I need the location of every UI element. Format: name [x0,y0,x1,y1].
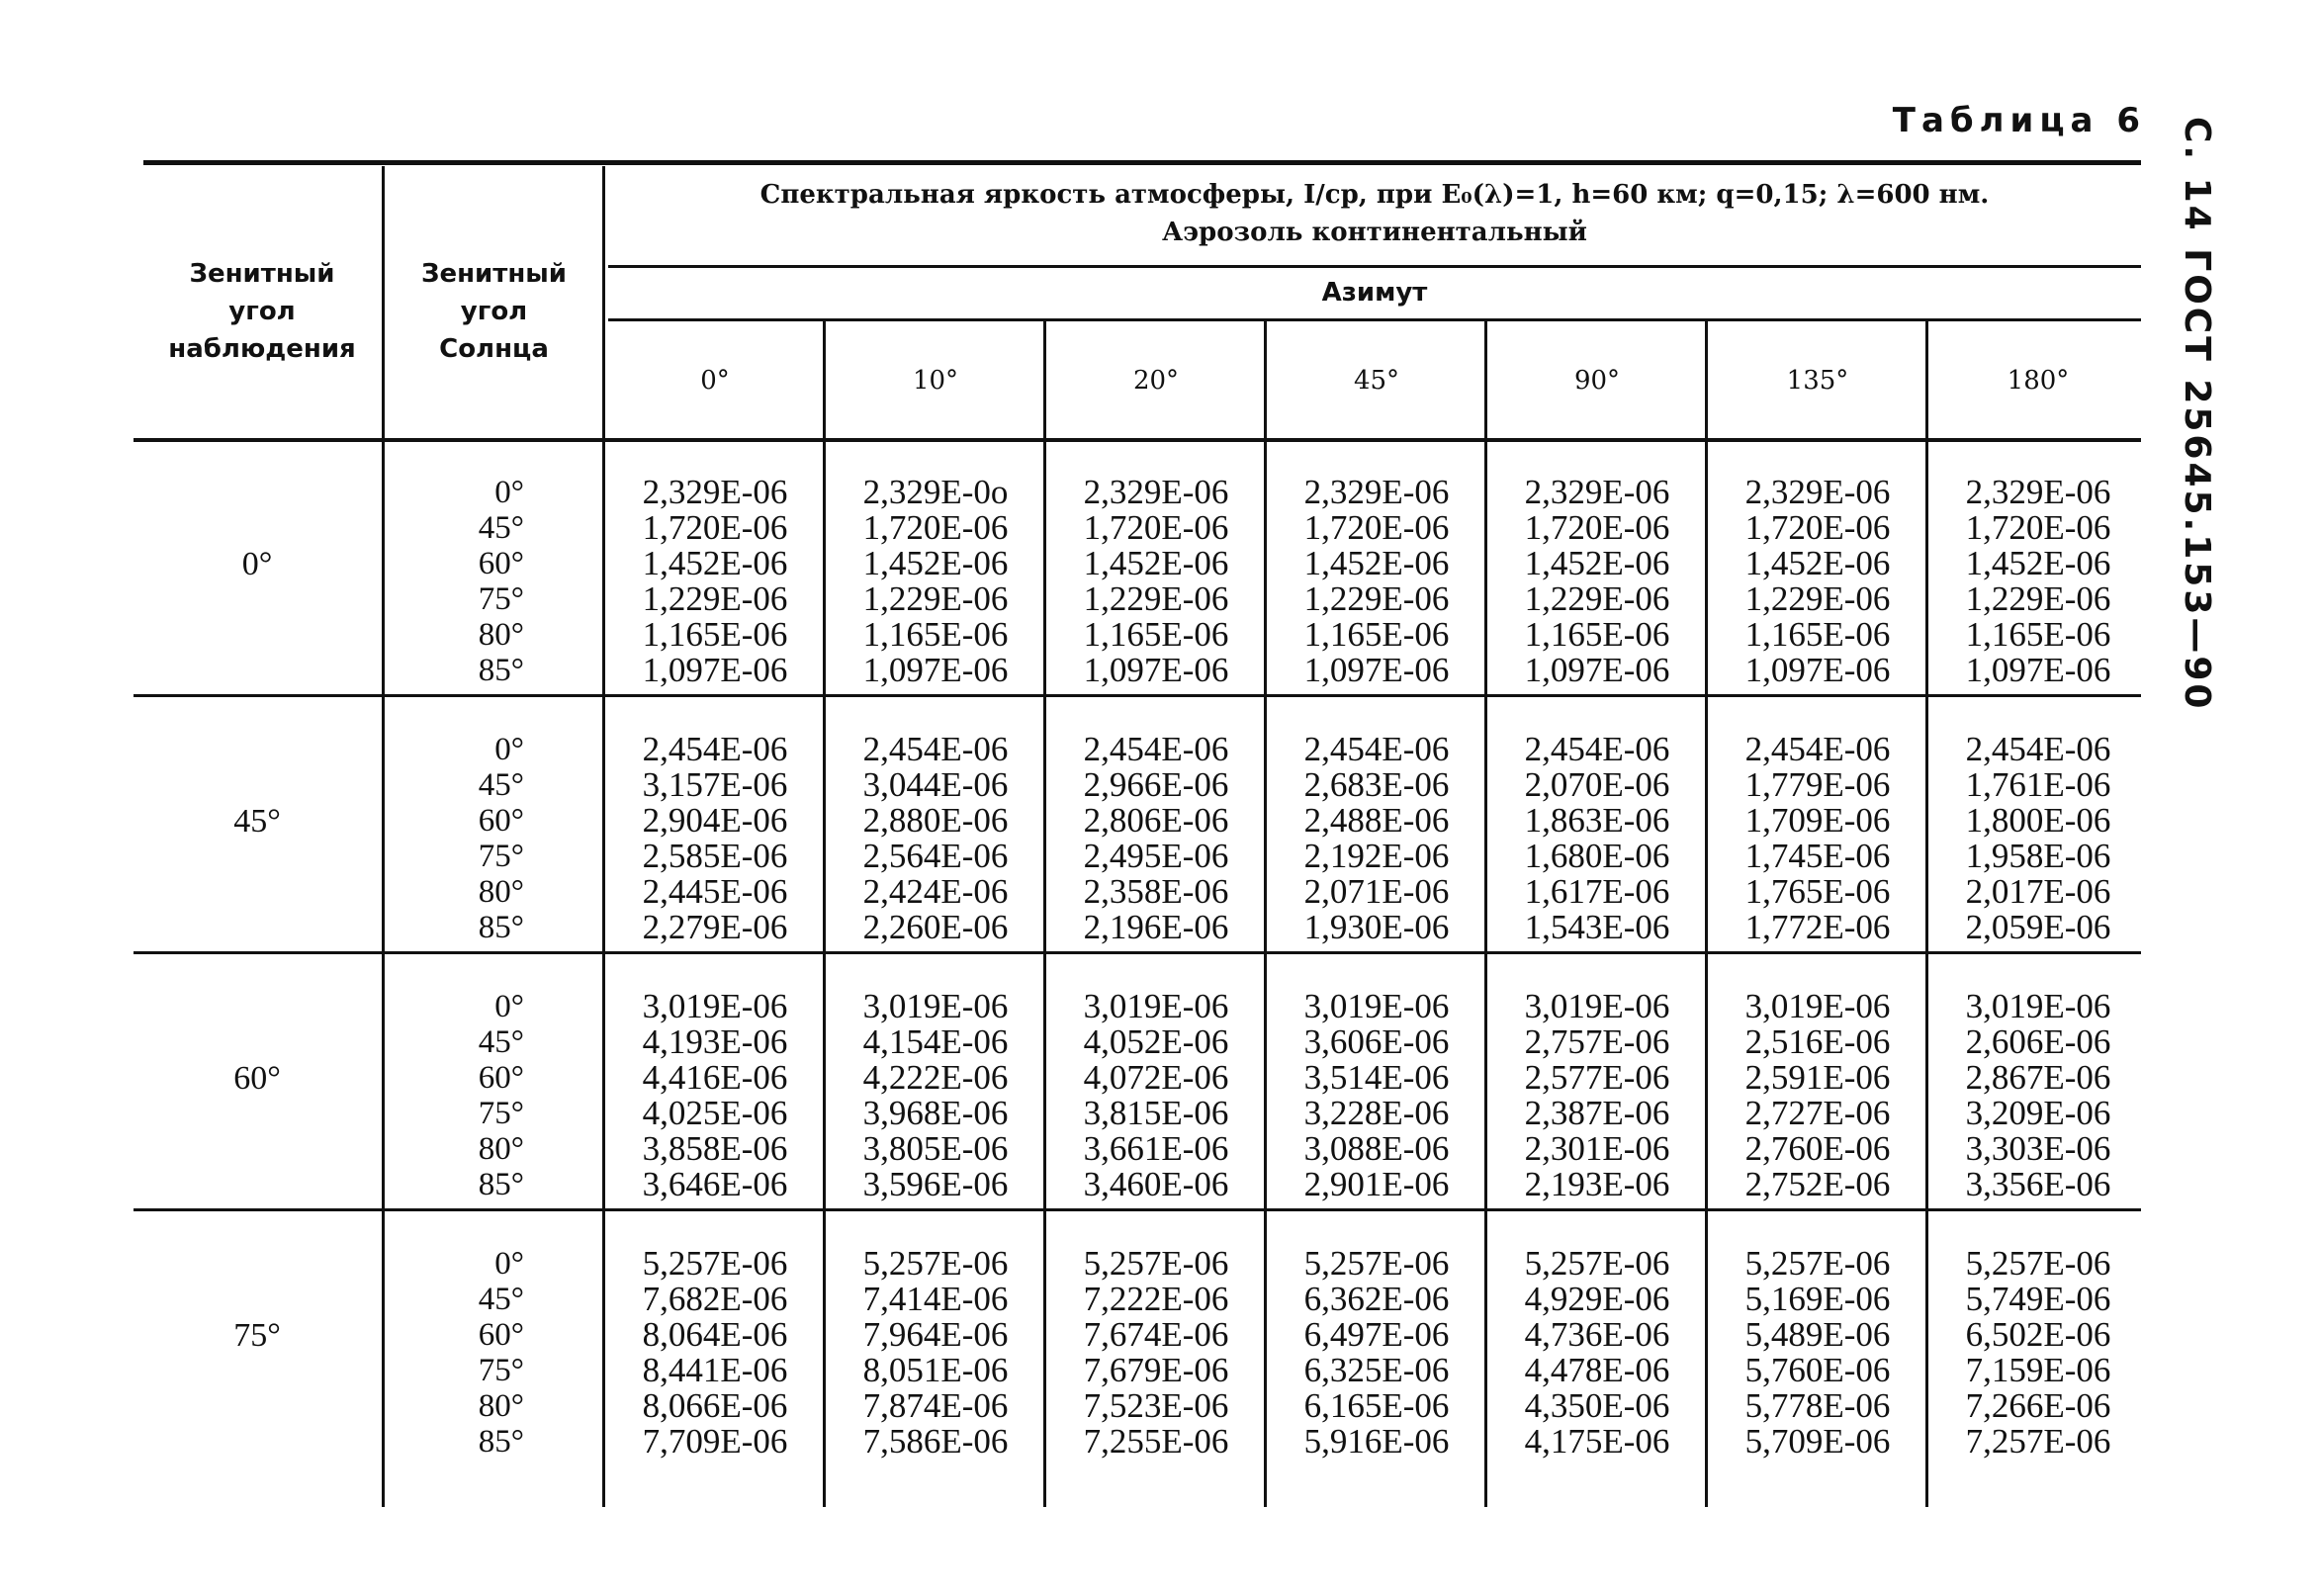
value-cell: 6,165E-06 [1303,1386,1450,1425]
value-cell: 1,543E-06 [1524,908,1670,946]
value-cell: 4,350E-06 [1524,1386,1670,1425]
value-cell: 2,260E-06 [862,908,1009,946]
value-cell: 8,441E-06 [642,1351,788,1389]
value-cell: 8,066E-06 [642,1386,788,1425]
value-cell: 4,025E-06 [642,1094,788,1132]
sun-angle-cell: 60° [478,546,524,581]
value-cell: 2,329E-06 [1083,473,1229,511]
value-cell: 4,416E-06 [642,1058,788,1097]
azimuth-90: 90° [1573,366,1621,396]
sun-angle-cell: 0° [494,475,524,510]
running-header: С. 14 ГОСТ 25645.153—90 [2177,117,2217,712]
sun-angle-cell: 0° [494,1246,524,1282]
value-column [826,989,1045,1202]
value-cell: 1,617E-06 [1524,872,1670,911]
value-cell: 3,019E-06 [1965,987,2111,1025]
value-cell: 2,760E-06 [1744,1129,1891,1168]
sun-angle-cell: 75° [478,581,524,617]
value-cell: 2,683E-06 [1303,765,1450,804]
value-cell: 3,460E-06 [1083,1165,1229,1203]
value-cell: 1,229E-06 [1524,579,1670,618]
value-cell: 2,279E-06 [642,908,788,946]
group-separator [134,694,2141,697]
value-column [1487,989,1707,1202]
value-cell: 1,863E-06 [1524,801,1670,840]
value-cell: 2,387E-06 [1524,1094,1670,1132]
value-column [826,1246,1045,1460]
sun-angle-cell: 85° [478,1167,524,1202]
value-cell: 3,157E-06 [642,765,788,804]
value-cell: 2,806E-06 [1083,801,1229,840]
header-bottom-rule [134,438,2141,442]
value-column [1046,475,1266,688]
value-cell: 5,257E-06 [1744,1244,1891,1283]
sun-angle-cell: 85° [478,910,524,945]
value-column [1708,475,1927,688]
value-cell: 1,165E-06 [862,615,1009,654]
sun-angle-cell: 80° [478,617,524,653]
value-column [605,1246,825,1460]
value-cell: 2,329E-06 [1744,473,1891,511]
value-cell: 1,765E-06 [1744,872,1891,911]
value-column [1267,475,1486,688]
value-column [605,475,825,688]
value-cell: 7,682E-06 [642,1280,788,1318]
value-cell: 2,445E-06 [642,872,788,911]
value-cell: 2,070E-06 [1524,765,1670,804]
value-cell: 5,169E-06 [1744,1280,1891,1318]
sun-angle-cell: 60° [478,1317,524,1353]
value-cell: 1,097E-06 [1524,651,1670,689]
value-cell: 3,514E-06 [1303,1058,1450,1097]
observation-zenith-zenith-75: 75° [233,1317,281,1354]
value-cell: 4,929E-06 [1524,1280,1670,1318]
group-separator [134,951,2141,954]
value-cell: 7,586E-06 [862,1422,1009,1461]
observation-zenith-zenith-45: 45° [233,803,281,840]
value-cell: 3,019E-06 [1744,987,1891,1025]
value-column [1046,989,1266,1202]
value-column [1487,475,1707,688]
value-cell: 3,303E-06 [1965,1129,2111,1168]
value-cell: 1,229E-06 [642,579,788,618]
observation-zenith-zenith-60: 60° [233,1060,281,1097]
value-cell: 2,329E-06 [642,473,788,511]
header-rule-main [608,265,2141,268]
value-cell: 2,193E-06 [1524,1165,1670,1203]
value-cell: 2,757E-06 [1524,1022,1670,1061]
sun-angle-cell: 60° [478,803,524,839]
value-cell: 5,257E-06 [642,1244,788,1283]
value-cell: 1,930E-06 [1303,908,1450,946]
value-cell: 2,454E-06 [862,730,1009,768]
value-cell: 5,257E-06 [862,1244,1009,1283]
value-cell: 1,452E-06 [1083,544,1229,582]
value-cell: 2,192E-06 [1303,837,1450,875]
value-cell: 2,901E-06 [1303,1165,1450,1203]
value-cell: 7,414E-06 [862,1280,1009,1318]
value-column [1928,475,2148,688]
value-cell: 1,772E-06 [1744,908,1891,946]
value-cell: 1,452E-06 [642,544,788,582]
value-cell: 8,064E-06 [642,1315,788,1354]
value-cell: 3,019E-06 [1524,987,1670,1025]
value-cell: 7,222E-06 [1083,1280,1229,1318]
value-cell: 7,964E-06 [862,1315,1009,1354]
header-observation-zenith: Зенитный угол наблюдения [168,259,356,364]
sun-angle-cell: 75° [478,1353,524,1388]
value-cell: 3,805E-06 [862,1129,1009,1168]
sun-angle-cell: 45° [478,1024,524,1060]
value-cell: 1,452E-06 [1744,544,1891,582]
value-cell: 1,720E-06 [862,508,1009,547]
value-cell: 2,577E-06 [1524,1058,1670,1097]
value-cell: 5,257E-06 [1083,1244,1229,1283]
value-cell: 6,502E-06 [1965,1315,2111,1354]
observation-zenith-zenith-0: 0° [241,546,273,582]
value-cell: 1,779E-06 [1744,765,1891,804]
value-column [1267,732,1486,945]
value-cell: 2,071E-06 [1303,872,1450,911]
value-column [1267,1246,1486,1460]
value-cell: 3,019E-06 [1083,987,1229,1025]
table-top-rule [143,160,2141,165]
value-cell: 1,720E-06 [1965,508,2111,547]
value-cell: 4,736E-06 [1524,1315,1670,1354]
value-cell: 1,165E-06 [1303,615,1450,654]
value-column [1046,1246,1266,1460]
value-cell: 4,154E-06 [862,1022,1009,1061]
value-cell: 3,858E-06 [642,1129,788,1168]
value-cell: 1,720E-06 [1524,508,1670,547]
value-cell: 1,745E-06 [1744,837,1891,875]
value-cell: 1,097E-06 [642,651,788,689]
value-cell: 7,709E-06 [642,1422,788,1461]
header-rule-azimuth [608,318,2141,321]
value-cell: 4,072E-06 [1083,1058,1229,1097]
sun-angle-list [415,1246,524,1460]
value-cell: 3,596E-06 [862,1165,1009,1203]
value-cell: 1,800E-06 [1965,801,2111,840]
value-cell: 1,720E-06 [1303,508,1450,547]
value-column [605,989,825,1202]
azimuth-135: 135° [1786,366,1849,396]
value-cell: 7,523E-06 [1083,1386,1229,1425]
value-cell: 1,720E-06 [1083,508,1229,547]
value-cell: 3,019E-06 [642,987,788,1025]
value-cell: 4,222E-06 [862,1058,1009,1097]
sun-angle-cell: 45° [478,767,524,803]
value-cell: 2,424E-06 [862,872,1009,911]
value-cell: 5,489E-06 [1744,1315,1891,1354]
value-column [1928,732,2148,945]
value-cell: 2,301E-06 [1524,1129,1670,1168]
value-cell: 1,097E-06 [1303,651,1450,689]
sun-angle-cell: 45° [478,510,524,546]
sun-angle-cell: 60° [478,1060,524,1096]
value-cell: 7,266E-06 [1965,1386,2111,1425]
value-cell: 7,679E-06 [1083,1351,1229,1389]
value-cell: 1,165E-06 [642,615,788,654]
value-cell: 3,606E-06 [1303,1022,1450,1061]
value-cell: 3,209E-06 [1965,1094,2111,1132]
value-cell: 2,495E-06 [1083,837,1229,875]
azimuth-45: 45° [1353,366,1400,396]
value-cell: 1,097E-06 [1083,651,1229,689]
value-column [1046,732,1266,945]
value-cell: 3,019E-06 [862,987,1009,1025]
sun-angle-cell: 0° [494,989,524,1024]
value-cell: 4,193E-06 [642,1022,788,1061]
value-cell: 2,454E-06 [642,730,788,768]
value-cell: 5,760E-06 [1744,1351,1891,1389]
value-cell: 5,916E-06 [1303,1422,1450,1461]
value-cell: 2,488E-06 [1303,801,1450,840]
azimuth-10: 10° [912,366,959,396]
value-cell: 2,904E-06 [642,801,788,840]
value-cell: 1,165E-06 [1524,615,1670,654]
value-cell: 1,165E-06 [1083,615,1229,654]
group-separator [134,1208,2141,1211]
value-cell: 2,329E-06 [1303,473,1450,511]
value-cell: 3,044E-06 [862,765,1009,804]
value-cell: 2,727E-06 [1744,1094,1891,1132]
value-cell: 3,356E-06 [1965,1165,2111,1203]
sun-angle-cell: 85° [478,653,524,688]
value-cell: 2,564E-06 [862,837,1009,875]
value-cell: 5,709E-06 [1744,1422,1891,1461]
value-column [1708,1246,1927,1460]
value-cell: 3,228E-06 [1303,1094,1450,1132]
value-column [1708,732,1927,945]
value-cell: 1,229E-06 [862,579,1009,618]
value-cell: 2,867E-06 [1965,1058,2111,1097]
value-cell: 5,749E-06 [1965,1280,2111,1318]
azimuth-20: 20° [1132,366,1180,396]
value-cell: 3,088E-06 [1303,1129,1450,1168]
value-cell: 2,585E-06 [642,837,788,875]
value-cell: 2,358E-06 [1083,872,1229,911]
sun-angle-list [415,732,524,945]
sun-angle-cell: 75° [478,839,524,874]
sun-angle-cell: 80° [478,874,524,910]
value-cell: 2,752E-06 [1744,1165,1891,1203]
header-spectral-brightness: Спектральная яркость атмосферы, I/ср, при E₀(λ)=1, h=60 км; q=0,15; λ=600 нм. Аэрозоль континентальный [759,180,1990,247]
value-cell: 7,674E-06 [1083,1315,1229,1354]
azimuth-180: 180° [2007,366,2070,396]
value-cell: 2,454E-06 [1083,730,1229,768]
value-cell: 1,680E-06 [1524,837,1670,875]
value-cell: 7,255E-06 [1083,1422,1229,1461]
value-cell: 2,454E-06 [1524,730,1670,768]
value-column [1928,1246,2148,1460]
value-column [1487,1246,1707,1460]
value-cell: 1,229E-06 [1303,579,1450,618]
value-cell: 5,257E-06 [1524,1244,1670,1283]
value-cell: 2,454E-06 [1965,730,2111,768]
value-cell: 7,874E-06 [862,1386,1009,1425]
value-column [605,732,825,945]
sun-angle-list [415,989,524,1202]
value-cell: 1,097E-06 [1744,651,1891,689]
value-cell: 5,257E-06 [1965,1244,2111,1283]
value-cell: 2,880E-06 [862,801,1009,840]
value-column [1928,989,2148,1202]
value-cell: 1,229E-06 [1083,579,1229,618]
value-cell: 1,761E-06 [1965,765,2111,804]
sun-angle-cell: 80° [478,1131,524,1167]
value-cell: 1,709E-06 [1744,801,1891,840]
sun-angle-cell: 80° [478,1388,524,1424]
value-cell: 6,325E-06 [1303,1351,1450,1389]
value-cell: 8,051E-06 [862,1351,1009,1389]
value-cell: 4,478E-06 [1524,1351,1670,1389]
value-cell: 7,257E-06 [1965,1422,2111,1461]
value-cell: 6,497E-06 [1303,1315,1450,1354]
value-cell: 2,454E-06 [1744,730,1891,768]
value-column [826,475,1045,688]
sun-angle-list [415,475,524,688]
value-cell: 3,815E-06 [1083,1094,1229,1132]
sun-angle-cell: 0° [494,732,524,767]
value-column [1267,989,1486,1202]
value-cell: 2,606E-06 [1965,1022,2111,1061]
value-cell: 1,720E-06 [1744,508,1891,547]
value-cell: 2,454E-06 [1303,730,1450,768]
value-column [1708,989,1927,1202]
value-cell: 1,452E-06 [1524,544,1670,582]
value-cell: 3,019E-06 [1303,987,1450,1025]
col-divider-1 [382,166,385,1507]
value-cell: 1,452E-06 [1303,544,1450,582]
value-cell: 4,052E-06 [1083,1022,1229,1061]
value-cell: 3,646E-06 [642,1165,788,1203]
sun-angle-cell: 75° [478,1096,524,1131]
value-cell: 1,452E-06 [862,544,1009,582]
sun-angle-cell: 45° [478,1282,524,1317]
value-cell: 2,059E-06 [1965,908,2111,946]
value-cell: 2,966E-06 [1083,765,1229,804]
value-cell: 1,097E-06 [862,651,1009,689]
value-cell: 2,516E-06 [1744,1022,1891,1061]
value-cell: 2,329E-06 [1524,473,1670,511]
value-cell: 1,229E-06 [1744,579,1891,618]
value-cell: 4,175E-06 [1524,1422,1670,1461]
value-cell: 1,097E-06 [1965,651,2111,689]
value-cell: 1,165E-06 [1965,615,2111,654]
value-cell: 2,017E-06 [1965,872,2111,911]
azimuth-0: 0° [700,366,730,396]
value-cell: 1,958E-06 [1965,837,2111,875]
value-cell: 7,159E-06 [1965,1351,2111,1389]
value-cell: 3,661E-06 [1083,1129,1229,1168]
value-cell: 5,778E-06 [1744,1386,1891,1425]
value-cell: 5,257E-06 [1303,1244,1450,1283]
value-cell: 1,165E-06 [1744,615,1891,654]
value-column [826,732,1045,945]
value-cell: 2,591E-06 [1744,1058,1891,1097]
sun-angle-cell: 85° [478,1424,524,1460]
table-title: Таблица 6 [1892,101,2146,140]
value-cell: 2,196E-06 [1083,908,1229,946]
value-cell: 2,329E-06 [1965,473,2111,511]
header-sun-zenith: Зенитный угол Солнца [420,259,568,364]
header-azimuth: Азимут [1321,278,1428,308]
value-cell: 1,720E-06 [642,508,788,547]
value-cell: 6,362E-06 [1303,1280,1450,1318]
value-cell: 1,229E-06 [1965,579,2111,618]
value-cell: 3,968E-06 [862,1094,1009,1132]
value-column [1487,732,1707,945]
value-cell: 2,329E-0o [862,473,1009,511]
value-cell: 1,452E-06 [1965,544,2111,582]
